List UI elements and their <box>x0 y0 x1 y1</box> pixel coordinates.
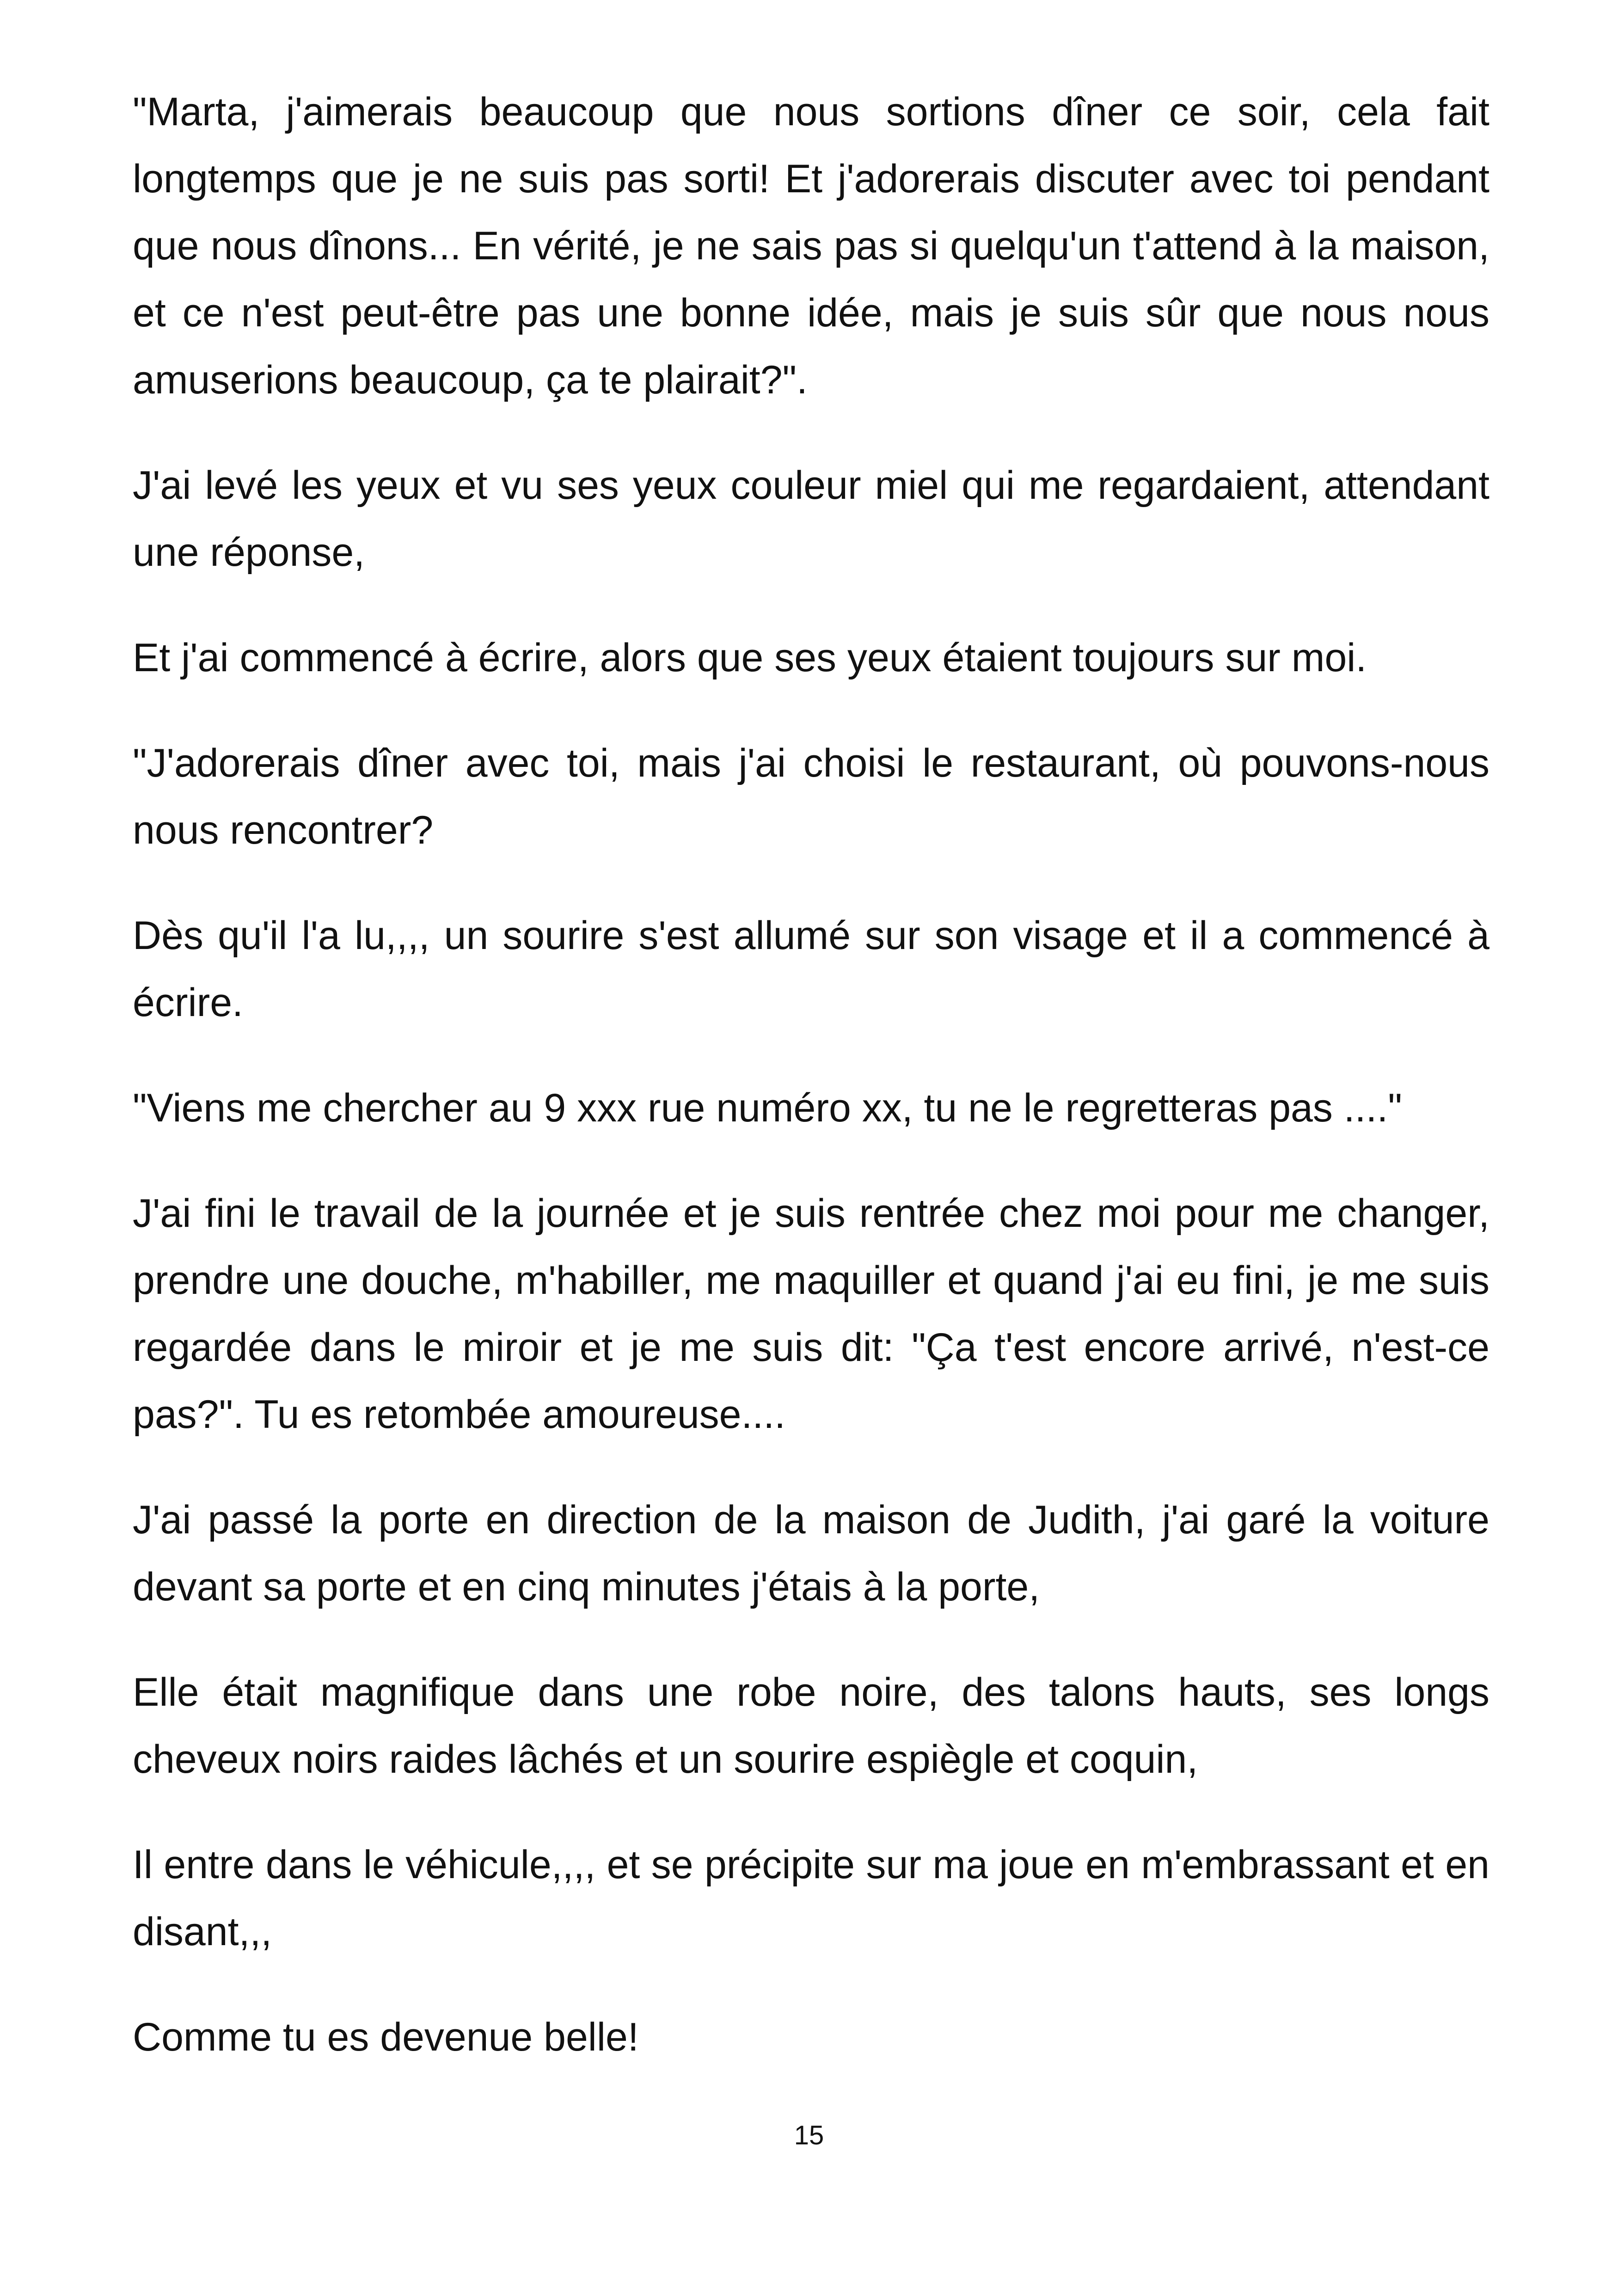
paragraph: J'ai fini le travail de la journée et je suis rentrée chez moi pour me changer, prendre une douche, m'habiller, me maquiller et quand j'ai eu fini, je me suis regardée dans le miroir et je me suis dit: "Ça t'est encore arrivé, n'est-ce pas?". Tu es retombée amoureuse.... <box>133 1191 1489 1437</box>
paragraph: Il entre dans le véhicule,,,, et se précipite sur ma joue en m'embrassant et en disant,,, <box>133 1843 1489 1954</box>
paragraph: Comme tu es devenue belle! <box>133 2015 639 2059</box>
paragraph: J'ai levé les yeux et vu ses yeux couleur miel qui me regardaient, attendant une réponse, <box>133 463 1489 575</box>
paragraph: J'ai passé la porte en direction de la maison de Judith, j'ai garé la voiture devant sa porte et en cinq minutes j'étais à la porte, <box>133 1498 1489 1609</box>
paragraph: Et j'ai commencé à écrire, alors que ses yeux étaient toujours sur moi. <box>133 636 1367 680</box>
page-number: 15 <box>794 2120 824 2150</box>
paragraph: "Viens me chercher au 9 xxx rue numéro xx, tu ne le regretteras pas ...." <box>133 1086 1402 1130</box>
paragraph: Dès qu'il l'a lu,,,, un sourire s'est allumé sur son visage et il a commencé à écrire. <box>133 913 1489 1025</box>
body-text <box>133 79 1489 2071</box>
paragraph: "Marta, j'aimerais beaucoup que nous sortions dîner ce soir, cela fait longtemps que je ne suis pas sorti! Et j'adorerais discuter avec toi pendant que nous dînons... En vérité, je ne sais pas si quelqu'un t'attend à la maison, et ce n'est peut-être pas une bonne idée, mais je suis sûr que nous nous amuserions beaucoup, ça te plairait?". <box>133 90 1489 402</box>
paragraph: Elle était magnifique dans une robe noire, des talons hauts, ses longs cheveux noirs raides lâchés et un sourire espiègle et coquin, <box>133 1670 1489 1782</box>
paragraph: "J'adorerais dîner avec toi, mais j'ai choisi le restaurant, où pouvons-nous nous rencontrer? <box>133 741 1489 852</box>
